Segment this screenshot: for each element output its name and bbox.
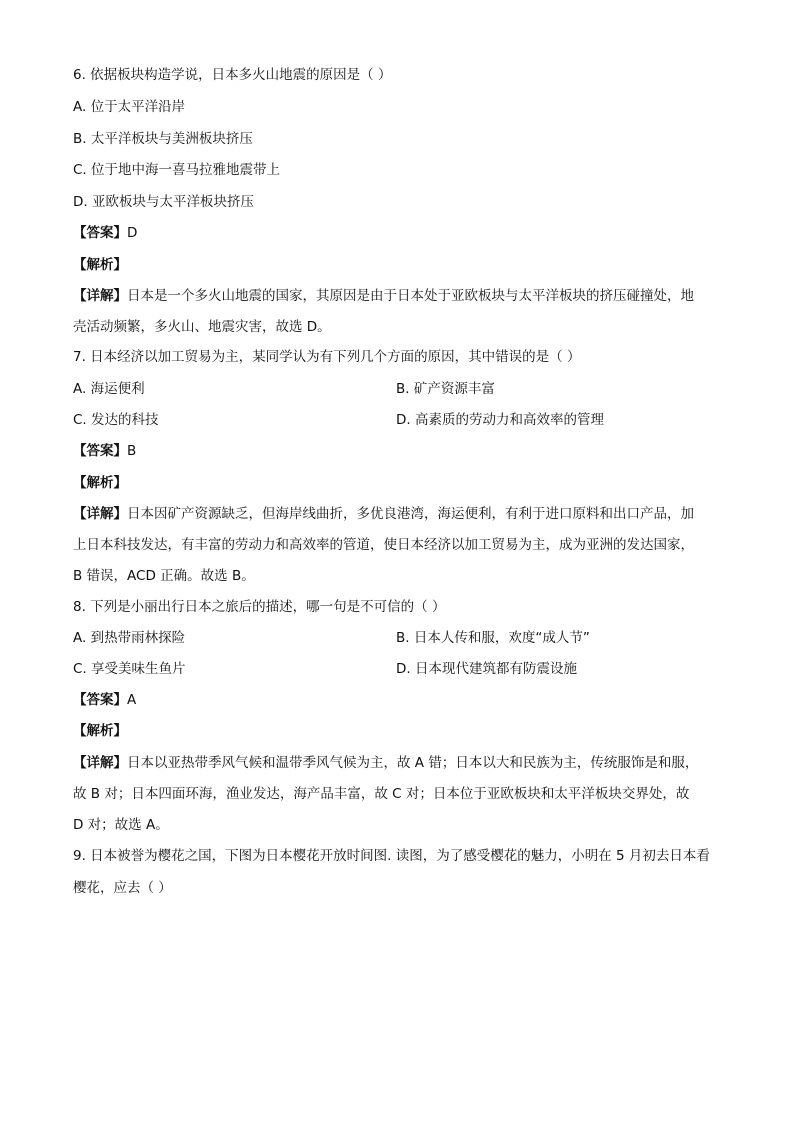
q6-detail-line-2: 壳活动频繁，多火山、地震灾害，故选 D。: [73, 319, 331, 335]
q9-stem-line-2: 樱花，应去（ ）: [73, 880, 172, 896]
q6-analysis-tag: [73, 256, 127, 274]
q9-stem-line-1: 9. 日本被誉为樱花之国，下图为日本樱花开放时间图. 读图，为了感受樱花的魅力，小明在 5 月初去日本看: [73, 848, 710, 864]
q8-detail-line-3: D 对；故选 A。: [73, 817, 169, 833]
q7-option-c: C. 发达的科技: [73, 412, 159, 428]
answer-value: B: [127, 443, 137, 459]
q6-stem: 6. 依据板块构造学说，日本多火山地震的原因是（ ）: [73, 67, 392, 83]
q6-option-b: B. 太平洋板块与美洲板块挤压: [73, 131, 253, 147]
detail-tag: 【详解】: [73, 755, 127, 771]
q8-option-d: D. 日本现代建筑都有防震设施: [396, 661, 577, 677]
q8-option-b: B. 日本人传和服，欢度“成人节”: [396, 630, 590, 646]
q7-option-d: D. 高素质的劳动力和高效率的管理: [396, 412, 604, 428]
q7-option-b: B. 矿产资源丰富: [396, 381, 495, 397]
q7-analysis-tag: [73, 474, 127, 492]
analysis-tag: 【解析】: [73, 475, 127, 491]
q7-detail-line-2: 上日本科技发达，有丰富的劳动力和高效率的管道，使日本经济以加工贸易为主，成为亚洲的发达国家，: [73, 537, 694, 553]
analysis-tag: 【解析】: [73, 257, 127, 273]
detail-text: 日本是一个多火山地震的国家，其原因是由于日本处于亚欧板块与太平洋板块的挤压碰撞处，地: [127, 288, 694, 304]
answer-tag: 【答案】: [73, 225, 127, 241]
answer-value: A: [127, 692, 137, 708]
answer-value: D: [127, 225, 138, 241]
q7-detail-line-1: [73, 505, 694, 523]
q6-option-a: A. 位于太平洋沿岸: [73, 99, 186, 115]
q6-answer: [73, 224, 137, 242]
detail-tag: 【详解】: [73, 288, 127, 304]
detail-text: 日本因矿产资源缺乏，但海岸线曲折，多优良港湾，海运便利，有利于进口原料和出口产品，加: [127, 506, 694, 522]
q7-option-a: A. 海运便利: [73, 381, 145, 397]
answer-tag: 【答案】: [73, 692, 127, 708]
q8-detail-line-2: 故 B 对；日本四面环海，渔业发达，海产品丰富，故 C 对；日本位于亚欧板块和太平洋板块交界处，故: [73, 786, 690, 802]
q8-option-a: A. 到热带雨林探险: [73, 630, 186, 646]
q6-detail-line-1: [73, 287, 694, 305]
q6-option-d: D. 亚欧板块与太平洋板块挤压: [73, 194, 254, 210]
answer-tag: 【答案】: [73, 443, 127, 459]
detail-tag: 【详解】: [73, 506, 127, 522]
q8-option-c: C. 享受美味生鱼片: [73, 661, 186, 677]
q7-detail-line-3: B 错误，ACD 正确。故选 B。: [73, 568, 255, 584]
detail-text: 日本以亚热带季风气候和温带季风气候为主，故 A 错；日本以大和民族为主，传统服饰是和服，: [127, 755, 699, 771]
q7-stem: 7. 日本经济以加工贸易为主，某同学认为有下列几个方面的原因，其中错误的是（ ）: [73, 349, 581, 365]
analysis-tag: 【解析】: [73, 723, 127, 739]
q8-stem: 8. 下列是小丽出行日本之旅后的描述，哪一句是不可信的（ ）: [73, 599, 446, 615]
q8-analysis-tag: [73, 722, 127, 740]
q6-option-c: C. 位于地中海一喜马拉雅地震带上: [73, 162, 281, 178]
q7-answer: [73, 442, 136, 460]
q8-answer: [73, 691, 136, 709]
q8-detail-line-1: [73, 754, 698, 772]
